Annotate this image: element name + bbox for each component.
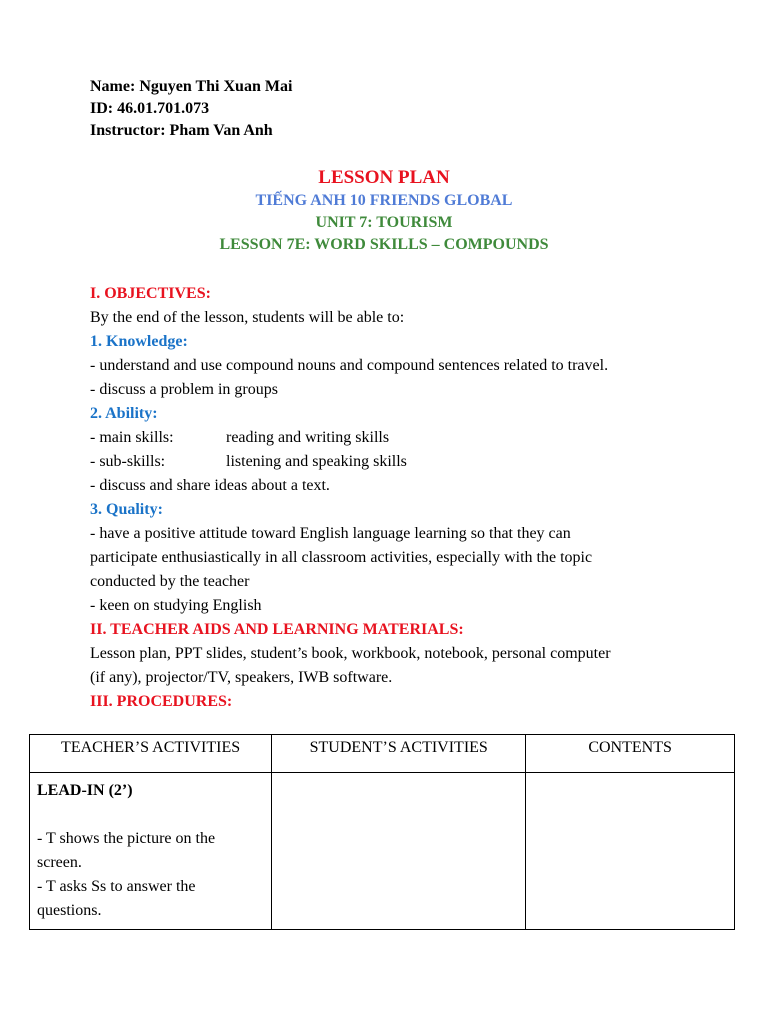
objectives-heading: I. OBJECTIVES: (90, 285, 211, 302)
quality-line: participate enthusiastically in all classroom activities, especially with the topic (90, 549, 593, 566)
procedures-heading: III. PROCEDURES: (90, 693, 233, 710)
unit-title: UNIT 7: TOURISM (315, 214, 453, 231)
instructor-name: Instructor: Pham Van Anh (90, 122, 273, 139)
table-row (30, 773, 735, 930)
table-header-row (30, 735, 735, 773)
knowledge-item: - understand and use compound nouns and compound sentences related to travel. (90, 357, 609, 374)
lead-in-line: screen. (37, 854, 82, 871)
column-header-student: STUDENT’S ACTIVITIES (272, 735, 526, 773)
quality-line: - keen on studying English (90, 597, 262, 614)
student-name: Name: Nguyen Thi Xuan Mai (90, 78, 293, 95)
lesson-plan-title: LESSON PLAN (318, 167, 450, 188)
lead-in-line: questions. (37, 902, 102, 919)
ability-sub-skills (90, 450, 690, 474)
book-title: TIẾNG ANH 10 FRIENDS GLOBAL (255, 192, 513, 209)
column-header-contents: CONTENTS (526, 735, 735, 773)
lesson-title: LESSON 7E: WORD SKILLS – COMPOUNDS (219, 236, 549, 253)
materials-heading: II. TEACHER AIDS AND LEARNING MATERIALS: (90, 621, 464, 638)
ability-main-label: - main skills: (90, 429, 174, 446)
teacher-activities-cell (30, 773, 272, 930)
ability-heading: 2. Ability: (90, 405, 158, 422)
quality-line: - have a positive attitude toward English language learning so that they can (90, 525, 571, 542)
knowledge-heading: 1. Knowledge: (90, 333, 188, 350)
lesson-body (90, 282, 690, 714)
ability-main-skills (90, 426, 690, 450)
lead-in-line: - T shows the picture on the (37, 830, 216, 847)
lead-in-line: - T asks Ss to answer the (37, 878, 196, 895)
quality-heading: 3. Quality: (90, 501, 163, 518)
quality-line: conducted by the teacher (90, 573, 250, 590)
ability-sub-label: - sub-skills: (90, 453, 166, 470)
procedures-table (29, 734, 735, 930)
student-info (90, 76, 292, 142)
objectives-intro: By the end of the lesson, students will be able to: (90, 309, 405, 326)
ability-sub-value: listening and speaking skills (226, 453, 407, 470)
knowledge-item: - discuss a problem in groups (90, 381, 278, 398)
materials-line: (if any), projector/TV, speakers, IWB software. (90, 669, 393, 686)
lead-in-title: LEAD-IN (2’) (37, 782, 133, 799)
materials-line: Lesson plan, PPT slides, student’s book, workbook, notebook, personal computer (90, 645, 611, 662)
contents-cell (526, 773, 735, 930)
ability-extra: - discuss and share ideas about a text. (90, 477, 330, 494)
column-header-teacher: TEACHER’S ACTIVITIES (30, 735, 272, 773)
ability-main-value: reading and writing skills (226, 429, 390, 446)
student-id: ID: 46.01.701.073 (90, 100, 210, 117)
title-block (0, 166, 768, 256)
student-activities-cell (272, 773, 526, 930)
